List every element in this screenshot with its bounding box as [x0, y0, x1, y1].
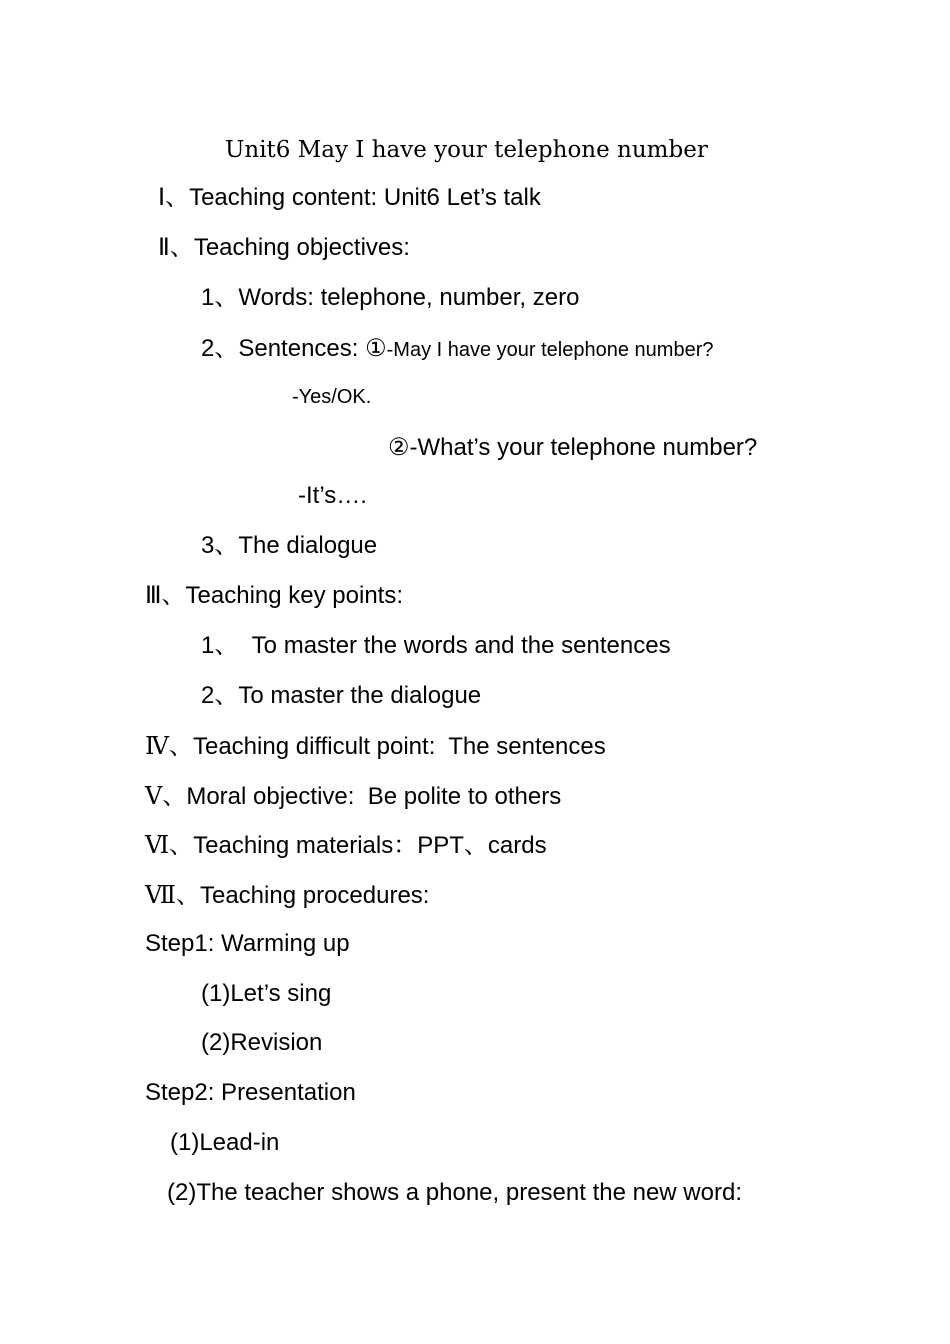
- section-teaching-key-points: [145, 581, 403, 611]
- section-teaching-materials: [145, 830, 547, 861]
- step1-item-2: (2)Revision: [201, 1029, 323, 1056]
- section-number: Ⅴ、: [145, 782, 187, 810]
- sentence-2-answer: -It’s….: [298, 482, 367, 509]
- section-number: Ⅶ、: [145, 881, 200, 909]
- section-text: Teaching key points:: [185, 582, 404, 609]
- section-text: Teaching content: Unit6 Let’s talk: [189, 184, 541, 211]
- sentence-2-question: -What’s your telephone number?: [409, 434, 758, 461]
- objective-sentences: [201, 333, 713, 365]
- sentence-marker-1: ①: [365, 334, 387, 362]
- section-text: Teaching materials：PPT、cards: [193, 832, 547, 859]
- key-point-2: 2、To master the dialogue: [201, 682, 482, 709]
- sentences-label: 2、Sentences:: [201, 335, 366, 362]
- section-number: Ⅰ、: [158, 184, 190, 211]
- section-number: Ⅲ、: [145, 582, 186, 609]
- document-title: Unit6 May I have your telephone number: [225, 137, 708, 163]
- step1-title: Step1: Warming up: [145, 930, 350, 957]
- section-text: Teaching objectives:: [193, 234, 410, 261]
- sentence-1-question: -May I have your telephone number?: [386, 339, 714, 361]
- section-teaching-procedures: [145, 880, 429, 911]
- sentence-marker-2: ②: [388, 433, 410, 461]
- section-number: Ⅳ、: [145, 732, 193, 760]
- step2-item-1: (1)Lead-in: [170, 1129, 280, 1156]
- step2-item-2: (2)The teacher shows a phone, present the new word:: [167, 1179, 742, 1206]
- section-difficult-point: [145, 731, 606, 762]
- section-number: Ⅵ、: [145, 831, 194, 859]
- section-number: Ⅱ、: [158, 234, 194, 261]
- sentence-2: [388, 432, 757, 463]
- objective-words: 1、Words: telephone, number, zero: [201, 284, 580, 311]
- section-text: Teaching difficult point: The sentences: [192, 733, 606, 760]
- key-point-1: 1、 To master the words and the sentences: [201, 632, 671, 659]
- step2-title: Step2: Presentation: [145, 1079, 356, 1106]
- section-teaching-objectives: [158, 233, 410, 263]
- objective-dialogue: 3、The dialogue: [201, 532, 378, 559]
- section-moral-objective: [145, 781, 561, 812]
- step1-item-1: (1)Let’s sing: [201, 980, 332, 1007]
- section-text: Teaching procedures:: [199, 882, 430, 909]
- sentence-1-answer: -Yes/OK.: [292, 386, 372, 408]
- section-text: Moral objective: Be polite to others: [186, 783, 562, 810]
- section-teaching-content: [158, 183, 541, 213]
